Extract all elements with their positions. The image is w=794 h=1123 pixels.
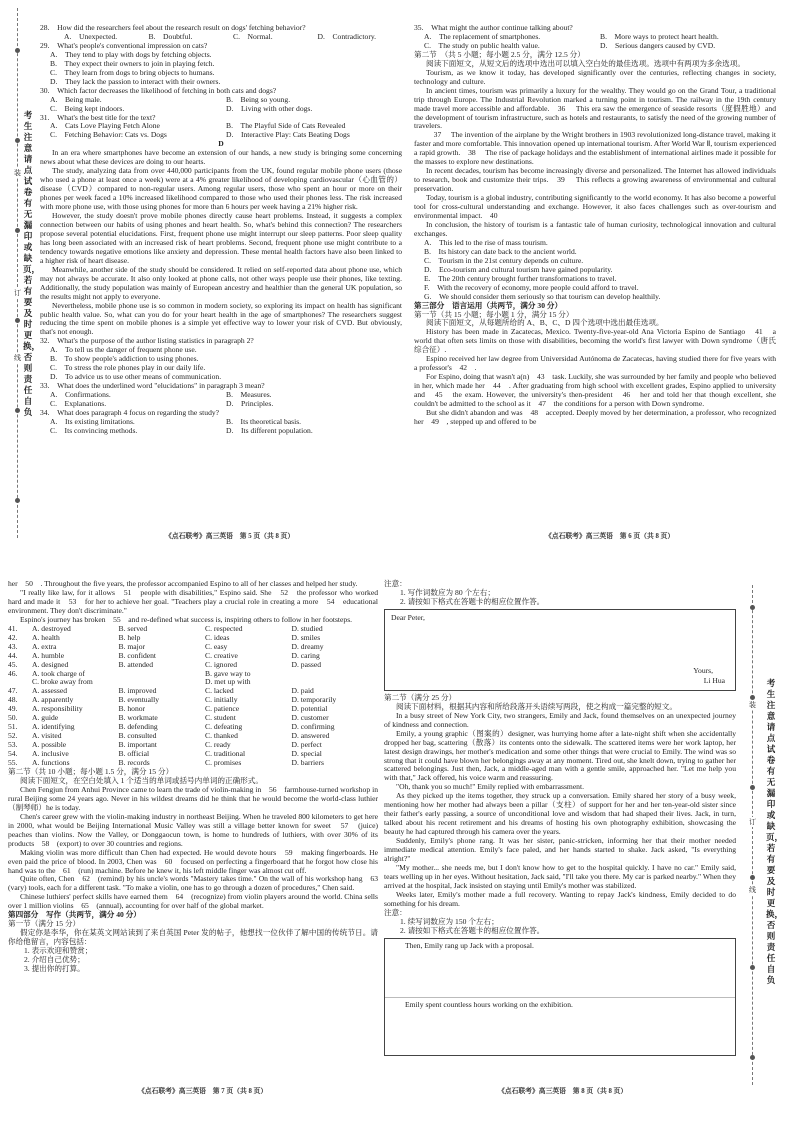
cloze-option: D. barriers [291, 758, 324, 768]
cloze-option: A. extra [32, 641, 57, 651]
cloze-question-number: 41. [8, 623, 18, 633]
cloze-option: D. confirming [291, 722, 335, 732]
cloze-section-title: 第一节（共 15 小题；每小题 1 分，满分 15 分） [414, 309, 574, 319]
cloze-question-number: 52. [8, 731, 18, 741]
passage-d-paragraph-5: Nevertheless, mobile phone use is so common in modern society, so exploring its impact on health has significant public health value. So, what can you do for your heart health in the age of smartphones? The researchers suggest reducing the time spent on mobile phones is a simple yet effective way to lower your risk of CVD. But obviously, that's not enough. [40, 300, 402, 337]
q33-option-a: A. Confirmations. [50, 390, 111, 400]
cut-line-dot [750, 1055, 755, 1060]
cloze-option: C. defeating [205, 722, 243, 732]
question-32: 32. What's the purpose of the author listing statistics in paragraph 2? [40, 336, 254, 346]
page-7 [8, 579, 386, 1076]
writing-1-point-2: 2. 介绍自己优势； [24, 955, 85, 965]
letter-signature: Li Hua [703, 675, 725, 685]
cloze-question-number: 43. [8, 641, 18, 651]
story-paragraph-7: Weeks later, Emily's mother made a full recovery. Wanting to repay Jack's kindness, Emily decided to do something for his dream. [384, 889, 736, 908]
cut-line-dot [750, 785, 755, 790]
cut-label-zhuang: 装 [749, 701, 756, 709]
notes-label-1: 注意： [384, 579, 407, 588]
cloze-option: D. perfect [291, 740, 322, 750]
q35-option-c: C. The study on public health value. [424, 40, 540, 50]
cloze-option [119, 670, 206, 679]
cloze-option: A. possible [32, 740, 67, 750]
writing-2-instructions: 阅读下面材料，根据其内容和所给段落开头语续写两段，使之构成一篇完整的短文。 [396, 701, 677, 711]
cloze-paragraph-6: Espino's journey has broken 55 and re-defined what success is, inspiring others to follow in her footsteps. [20, 614, 353, 624]
q35-option-b: B. More ways to protect heart health. [600, 31, 719, 41]
section-2-title: 第二节 （共 5 小题；每小题 2.5 分，满分 12.5 分） [414, 49, 585, 59]
letter-answer-box [384, 609, 736, 691]
cloze-question-number: 46. [8, 668, 18, 678]
page-8 [384, 580, 736, 1076]
cloze-option: B. attended [118, 659, 154, 669]
cloze-paragraph-5: "I really like law, for it allows 51 people with disabilities," Espino said. She 52 the professor who worked hard and made it 53 for her to achieve her goal. "Teachers play a crucial role in creating a more 54 educational environment. They don't discriminate." [8, 587, 378, 615]
tourism-paragraph-3: 37 The invention of the airplane by the Wright brothers in 1903 revolutionized long-distance travel, making it faster and more comfortable. This innovation opened up international tourism. After World War Ⅱ, tourism experienced a rapid growth. 38 The rise of package holidays and the establishment of international airlines made it possible for the masses to explore new destinations. [414, 130, 776, 167]
cloze-option: D. customer [291, 713, 329, 723]
q32-option-c: C. To stress the role phones play in our daily life. [50, 363, 206, 373]
cut-line-dot [15, 48, 20, 53]
writing-2-title: 第二节（满分 25 分） [384, 692, 457, 702]
fill-paragraph-4: Quite often, Chen 62 (remind) by his uncle's words "Mastery takes time." On the wall of his workshop hang 63 (vary) tools, each for a different task. "To make a violin, one has to go through a dozen of procedures," Chen said. [8, 874, 386, 893]
gap-option-d: D. Eco-tourism and cultural tourism have gained popularity. [424, 264, 613, 274]
question-31: 31. What's the best title for the text? [40, 112, 156, 122]
page-6-footer: 《点石联考》高三英语 第 6 页（共 8 页） [545, 533, 675, 540]
writing-1-point-1: 1. 表示欢迎和赞赏； [24, 946, 93, 956]
cloze-option: B. honor [118, 704, 146, 714]
fill-paragraph-3: Making violin was more difficult than Chen had expected. He would devote hours 59 making fingerboards. He even paid the price of blood. In 2003, Chen was 60 focused on perfecting a fingerboard that he forgot how close his hand was to the 61 (run) machine. Before he knew it, his left middle finger was almost cut off. [8, 847, 378, 875]
part-3-heading: 第三部分 语言运用（共两节，满分 30 分） [414, 300, 563, 310]
cut-line-dot [15, 498, 20, 503]
story-paragraph-1: In a busy street of New York City, two strangers, Emily and Jack, found themselves on an unexpected journey of kindness and connection. [384, 710, 736, 729]
question-29: 29. What's people's conventional impression on cats? [40, 40, 208, 50]
cut-line-dot [15, 228, 20, 233]
q32-option-d: D. To advice us to use other means of communication. [50, 372, 222, 382]
page-8-footer: 《点石联考》高三英语 第 8 页（共 8 页） [498, 1088, 628, 1095]
page-6 [414, 24, 776, 520]
cut-line-dot [750, 875, 755, 880]
cloze-option: B. defending [118, 722, 158, 732]
q31-option-d: D. Interactive Play: Cats Beating Dogs [226, 130, 350, 140]
cloze-option: D. caring [291, 650, 320, 660]
cut-label-ding: 订 [749, 818, 756, 826]
cloze-option: D. paid [291, 686, 314, 696]
cloze-option: A. destroyed [32, 623, 71, 633]
cloze-option: D. temporarily [291, 695, 337, 705]
q31-option-c: C. Fetching Behavior: Cats vs. Dogs [50, 130, 167, 140]
cloze-option: D. special [291, 749, 322, 759]
cloze-option: B. important [118, 740, 157, 750]
q30-option-b: B. Being so young. [226, 94, 291, 104]
question-30: 30. Which factor decreases the likelihood of fetching in both cats and dogs? [40, 85, 277, 95]
cloze-option: A. functions [32, 758, 70, 768]
cloze-option: A. humble [32, 650, 65, 660]
writing-1-point-3: 3. 提出你的打算。 [24, 963, 85, 973]
q28-option-c: C. Normal. [233, 31, 273, 41]
cloze-question-number: 50. [8, 713, 18, 723]
cloze-option: A. guide [32, 713, 59, 723]
q34-options-row2 [40, 427, 402, 436]
passage-d-paragraph-3: However, the study doesn't prove mobile phones directly cause heart problems. Instead, it suggests a complex connection between our habits of using phones and heart health. So, what's behind this connection? The researchers propose several potential elucidations. First, frequent phone use might interrupt our sleep patterns. Poor sleep quality has long been associated with an increased risk of heart problems. Second, frequent phone use might contribute to a tendency towards negative emotions like anxiety and depression. These mental health factors have also been linked to a higher risk of heart disease. [40, 211, 402, 265]
cloze-option: A. health [32, 632, 60, 642]
fill-section-title: 第二节（共 10 小题；每小题 1.5 分，满分 15 分） [8, 767, 174, 777]
passage-d-paragraph-4: Meanwhile, another side of the study should be considered. It relied on self-reported data about phone use, which may not always be accurate. It also only looked at phone calls, not other ways people use their phones, like texting. Additionally, the study population was mainly of European ancestry and healthier than the general UK population, so the results might not apply to everyone. [40, 264, 402, 301]
gap-option-g: G. We should consider them seriously so that tourism can develop healthily. [424, 291, 661, 301]
tourism-paragraph-2: In ancient times, tourism was primarily a luxury for the wealthy. They would go on the Grand Tour, a traditional trip through Europe. The Industrial Revolution marked a turning point in tourism. The railway in the 19th century made travel more accessible and affordable. 36 This era saw the emergence of seaside resorts（度假胜地）and the development of tourism infrastructure, such as hotels and restaurants, to satisfy the need of the growing number of travelers. [414, 85, 776, 131]
passage-d-paragraph-1: In an era where smartphones have become an extension of our hands, a new study is bringing some concerning news about what these devices are doing to our hearts. [40, 148, 402, 167]
cloze-option: A. took charge of [32, 668, 86, 678]
cloze-options-table [8, 625, 378, 768]
cloze-option: C. ideas [205, 632, 230, 642]
cloze-option: D. passed [291, 659, 322, 669]
cloze-option: C. patience [205, 704, 240, 714]
q34-option-b: B. Its theoretical basis. [226, 416, 302, 426]
cut-line-dot [750, 605, 755, 610]
cloze-question-number: 48. [8, 695, 18, 705]
cloze-option: A. responsibility [32, 704, 83, 714]
cut-label-xian: 线 [14, 354, 21, 362]
cloze-option: D. answered [291, 731, 330, 741]
gap-option-c: C. Tourism in the 21st century depends on culture. [424, 255, 584, 265]
cloze-option-row [8, 625, 378, 634]
passage-d-paragraph-2: The study, analyzing data from over 440,000 participants from the UK, found regular mobile phone users (those who used a phone at least once a week) were at a 4% greater likelihood of developing cardiovascular（心血管的）disease（CVD）compared to non-regular users. Among regular users, those who spent an hour or more on their phones per week faced a 10% increased likelihood compared to those who used their phones less. The risk increased with more phone use, with those using phones for more than 6 hours per week having a 21% higher risk. [40, 166, 402, 212]
tourism-paragraph-5: Today, tourism is a global industry, contributing significantly to the world economy. It has also become a powerful tool for cross-cultural understanding and exchange. However, it also faces challenges such as over-tourism and environmental impact. 40 [414, 193, 776, 221]
letter-greeting: Dear Peter, [391, 612, 425, 622]
cloze-option: A. inclusive [32, 749, 69, 759]
continuation-start-1: Then, Emily rang up Jack with a proposal. [405, 940, 534, 950]
cloze-option: B. gave way to [205, 668, 251, 678]
margin-notice-right: 考生注意请点试卷有无漏印或缺页，若有要及时更换，否则责任自负 [766, 678, 784, 985]
cut-label-zhuang: 装 [14, 169, 21, 177]
cloze-option: A. identifying [32, 722, 75, 732]
cloze-paragraph-1: History has been made in Zacatecas, Mexico. Twenty-five-year-old Ana Victoria Espino de Santiago 41 a world that often sets limits on those with disabilities, becoming the world's first lawyer with Down syndrome（唐氏综合征）. [414, 327, 776, 355]
continuation-start-2: Emily spent countless hours working on the exhibition. [405, 999, 573, 1009]
q29-option-b: B. They expect their owners to join in playing fetch. [50, 58, 215, 68]
gap-option-b: B. Its history can date back to the ancient world. [424, 246, 577, 256]
cloze-option [292, 670, 379, 679]
cloze-option: A. apparently [32, 695, 74, 705]
cloze-option: C. thanked [205, 731, 238, 741]
page-5 [40, 24, 402, 520]
cloze-option: C. ready [205, 740, 231, 750]
cut-line-dot [15, 138, 20, 143]
cloze-option: D. studied [291, 623, 323, 633]
q35-option-a: A. The replacement of smartphones. [424, 31, 541, 41]
cloze-option: D. dreamy [291, 641, 324, 651]
cloze-option: D. smiles [291, 632, 321, 642]
cut-line-dot [750, 965, 755, 970]
writing-1-note-1: 1. 写作词数应为 80 个左右； [400, 587, 495, 597]
q28-option-d: D. Contradictory. [317, 31, 377, 41]
fill-paragraph-1: Chen Fengjun from Anhui Province came to learn the trade of violin-making in 56 farmhouse-turned workshop in rural Beijing some 24 years ago. Never in his wildest dreams did he think that he would become the world-class luthier（制琴师）he is today. [8, 784, 378, 812]
gap-option-a: A. This led to the rise of mass tourism. [424, 237, 548, 247]
cloze-option: D. met up with [205, 677, 251, 687]
cloze-paragraph-2: Espino received her law degree from Universidad Autónoma de Zacatecas, having studied there for five years with a professor's 42 . [414, 354, 776, 373]
q29-option-c: C. They learn from dogs to bring objects to humans. [50, 67, 215, 77]
q35-option-d: D. Serious dangers caused by CVD. [600, 40, 716, 50]
q30-option-c: C. Being kept indoors. [50, 103, 125, 113]
cloze-question-number: 54. [8, 749, 18, 759]
q31-option-b: B. The Playful Side of Cats Revealed [226, 121, 346, 131]
story-paragraph-3: "Oh, thank you so much!" Emily replied with embarrassment. [396, 782, 584, 792]
cloze-paragraph-3: For Espino, doing that wasn't a(n) 43 task. Luckily, she was surrounded by her family and people who believed in her, which made her 44 . After graduating from high school with excellent grades, Espino applied to university and 45 the exam. However, the university's then-president 46 her and told her that though excellent, she couldn't be admitted to the school as it 47 the conditions for a person with Down syndrome. [414, 372, 776, 409]
q32-option-b: B. To show people's addiction to using phones. [50, 354, 199, 364]
cloze-option: C. promises [205, 758, 242, 768]
cloze-option: C. initially [205, 695, 238, 705]
cloze-question-number: 44. [8, 650, 18, 660]
q32-option-a: A. To tell us the danger of frequent phone use. [50, 345, 197, 355]
writing-1-instructions: 假定你是李华，你在某英文网站读到了来自英国 Peter 发的帖子，他想找一位伙伴了解中国的传统节日。请你给他留言，内容包括： [8, 928, 378, 947]
fill-paragraph-5: Chinese luthiers' perfect skills have earned them 64 (recognize) from violin players around the world. China sells over 1 million violins 65 (annual), accounting for over half of the global market. [8, 892, 378, 911]
cloze-question-number: 51. [8, 722, 18, 732]
cloze-option: B. official [118, 749, 150, 759]
question-35: 35. What might the author continue talking about? [414, 23, 573, 32]
q28-option-b: B. Doubtful. [148, 31, 193, 41]
cloze-option: B. help [118, 632, 141, 642]
q31-option-a: A. Cats Love Playing Fetch Alone [50, 121, 160, 131]
cloze-option: C. lacked [205, 686, 234, 696]
story-paragraph-4: As they picked up the items together, they struck up a conversation. Emily shared her story of a busy week, mentioning how her mother had always been a pillar（支柱）of support for her and her ten-year-old sister since their father's early passing, a source of unconditional love and wisdom that had shaped their lives. Jack, in turn, talked about his recent retirement and his dreams of hosting his own photography exhibition, showcasing the beauty he had captured through his camera over the years. [384, 791, 736, 837]
question-28: 28. How did the researchers feel about the research result on dogs' fetching behavior? [40, 23, 306, 32]
cut-label-ding: 订 [14, 289, 21, 297]
part-4-heading: 第四部分 写作（共两节，满分 40 分） [8, 910, 141, 920]
cloze-option: B. consulted [118, 731, 157, 741]
section-d-heading: D [218, 139, 224, 149]
cloze-option: B. eventually [118, 695, 159, 705]
q30-option-d: D. Living with other dogs. [226, 103, 313, 113]
q29-option-a: A. They tend to play with dogs by fetching objects. [50, 49, 212, 59]
q34-option-c: C. Its convincing methods. [50, 425, 138, 435]
cloze-option: B. major [118, 641, 146, 651]
gap-option-f: F. With the recovery of economy, more people could afford to travel. [424, 282, 639, 292]
cloze-instructions: 阅读下面短文，从每题所给的 A、B、C、D 四个选项中选出最佳选项。 [426, 318, 664, 328]
story-paragraph-5: Suddenly, Emily's phone rang. It was her sister, panic-stricken, informing her that their mother needed immediate medical attention. Emily's face paled, and her hands started to shake. Jack asked, "Is everything alright?" [384, 836, 736, 864]
cloze-option: A. assessed [32, 686, 68, 696]
letter-closing: Yours, [693, 665, 713, 675]
cloze-option: D. potential [291, 704, 328, 714]
cloze-paragraph-4: But she didn't abandon and was 48 accepted. Deeply moved by her determination, a professor, who recognized her 49 , stepped up and offered to be [414, 407, 776, 426]
cloze-paragraph-continued: her 50 . Throughout the five years, the professor accompanied Espino to all of her classes and helped her study. [8, 579, 358, 588]
cloze-question-number: 55. [8, 758, 18, 768]
tourism-paragraph-6: In conclusion, the history of tourism is a fantastic tale of human curiosity, technological innovation and cultural exchanges. [414, 219, 776, 238]
cloze-question-number: 45. [8, 659, 18, 669]
q33-option-b: B. Measures. [226, 390, 272, 400]
continuation-answer-box [384, 938, 736, 1056]
gap-option-e: E. The 20th century brought further transformations to travel. [424, 273, 617, 283]
cloze-option: C. creative [205, 650, 238, 660]
cloze-option: B. confident [118, 650, 157, 660]
cloze-option: B. workmate [118, 713, 158, 723]
cloze-option: B. improved [118, 686, 157, 696]
notes-label-2: 注意： [384, 907, 407, 917]
cloze-option: B. records [118, 758, 150, 768]
q30-option-a: A. Being male. [50, 94, 102, 104]
story-paragraph-6: "My mother... she needs me, but I don't know how to get to the hospital quickly. I have no car." Emily said, tears welling up in her eyes. Without hesitation, Jack said, "I'll take you there. My car is parked nearby." When they arrived at the hospital, Jack insisted on staying until Emily's mother was stabilized. [384, 862, 736, 890]
cloze-option: C. ignored [205, 659, 238, 669]
tourism-paragraph-1: Tourism, as we know it today, has developed significantly over the centuries, reflecting changes in society, technology and culture. [414, 67, 776, 86]
cut-line-bottom-right [749, 585, 756, 1085]
page-7-footer: 《点石联考》高三英语 第 7 页（共 8 页） [138, 1088, 268, 1095]
q33-option-d: D. Principles. [226, 399, 274, 409]
cut-label-xian: 线 [749, 886, 756, 894]
writing-1-title: 第一节（满分 15 分） [8, 919, 81, 929]
cloze-question-number: 42. [8, 632, 18, 642]
q28-option-a: A. Unexpected. [64, 31, 118, 41]
cloze-question-number: 49. [8, 704, 18, 714]
writing-2-note-1: 1. 续写词数应为 150 个左右； [400, 916, 499, 926]
page-5-footer: 《点石联考》高三英语 第 5 页（共 8 页） [165, 533, 295, 540]
cloze-question-number: 53. [8, 740, 18, 750]
story-paragraph-2: Emily, a young graphic（图案的）designer, was hurrying home after a late-night shift when she accidentally dropped her bag, scattering（散落）its contents onto the sidewalk. The scattered items were her work laptop, her latest design drawings, her mother's medication and some other things that were crucial to Emily. The wind was so strong that it could have blown her belongings away at any moment. Tired out, she knelt down, trying to gather her scattered belongings. Just then, Jack, a middle-aged man with a gentle smile, approached her. "Let me help you with that," Jack offered, his voice warm and reassuring. [384, 728, 736, 783]
writing-1-note-2: 2. 请按如下格式在答题卡的相应位置作答。 [400, 596, 545, 606]
answer-box-divider [385, 997, 735, 998]
cloze-option: C. respected [205, 623, 243, 633]
cut-line-dot [15, 408, 20, 413]
fill-paragraph-2: Chen's career grew with the violin-making industry in northeast Beijing. When he traveled 800 kilometers to get here in 2000, what would be Beijing International Music Valley was still a village better known for sweet 57 (juice) peaches than violins. Now the Valley, or Donggaocun town, is home to hundreds of luthiers, with over 30% of its products 58 (export) to over 30 countries and regions. [8, 811, 378, 848]
tourism-paragraph-4: In recent decades, tourism has become increasingly diverse and personalized. The Internet has allowed individuals to research, book and customize their trips. 39 This reflects a growing awareness of environmental and cultural preservation. [414, 166, 776, 194]
cloze-question-number: 47. [8, 686, 18, 696]
q34-option-a: A. Its existing limitations. [50, 416, 135, 426]
q34-option-d: D. Its different population. [226, 425, 313, 435]
q33-option-c: C. Explanations. [50, 399, 107, 409]
question-33: 33. What does the underlined word "elucidations" in paragraph 3 mean? [40, 381, 265, 391]
writing-2-note-2: 2. 请按如下格式在答题卡的相应位置作答。 [400, 925, 545, 935]
cloze-option: B. served [118, 623, 148, 633]
cut-line-dot [15, 318, 20, 323]
margin-notice-left: 考生注意请点试卷有无漏印或缺页，若有要及时更换，否则责任自负 [23, 110, 41, 417]
fill-instructions: 阅读下面短文，在空白处填入 1 个适当的单词或括号内单词的正确形式。 [20, 775, 263, 785]
section-2-instructions: 阅读下面短文，从短文后的选项中选出可以填入空白处的最佳选项。选项中有两项为多余选项。 [426, 58, 745, 68]
cloze-option: A. visited [32, 731, 62, 741]
cloze-option: C. traditional [205, 749, 246, 759]
cloze-option: C. student [205, 713, 236, 723]
cloze-option: C. easy [205, 641, 228, 651]
cloze-option: A. designed [32, 659, 69, 669]
question-34: 34. What does paragraph 4 focus on regarding the study? [40, 407, 220, 417]
cut-line-top-left [14, 8, 21, 538]
q29-option-d: D. They lack the passion to interact with their owners. [50, 76, 221, 86]
cloze-option: C. broke away from [32, 677, 93, 687]
